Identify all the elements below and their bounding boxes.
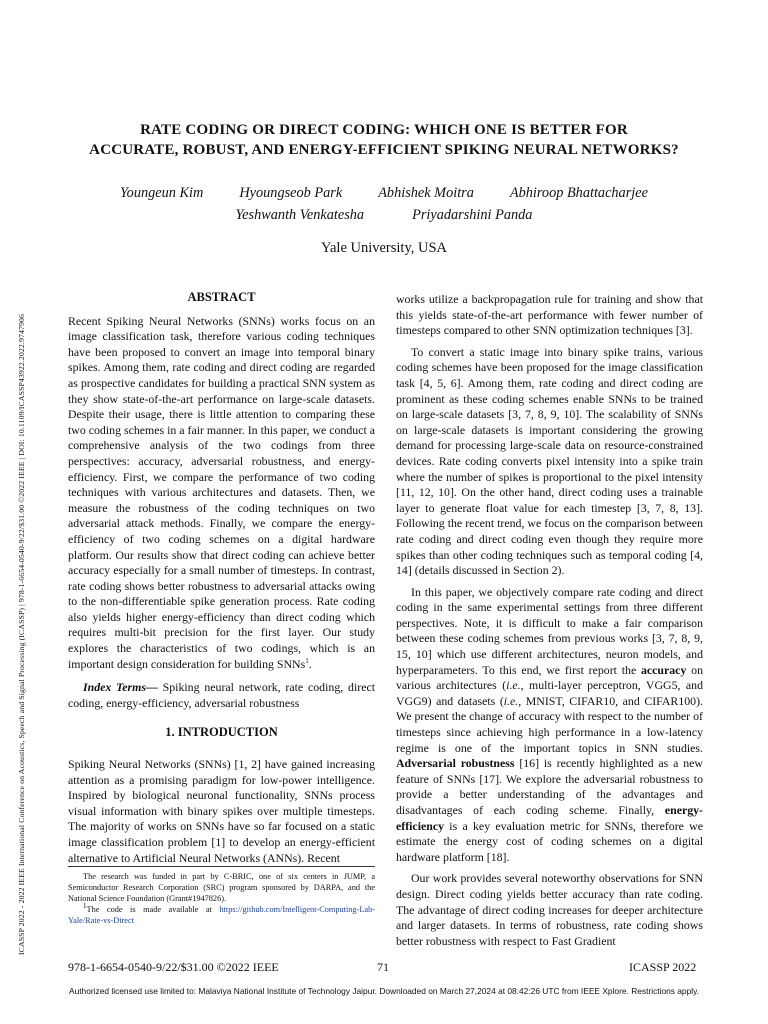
isbn-line: 978-1-6654-0540-9/22/$31.00 ©2022 IEEE xyxy=(68,960,279,974)
author: Abhishek Moitra xyxy=(378,185,474,201)
author: Abhiroop Bhattacharjee xyxy=(509,185,648,201)
author: Yeshwanth Venkatesha xyxy=(235,207,365,223)
introduction-heading: 1. INTRODUCTION xyxy=(165,725,278,740)
page-number: 71 xyxy=(377,960,389,974)
paragraph: Our work provides several noteworthy observations for SNN design. Direct coding yields better accuracy than rate coding. The advantage of direct coding increases for deeper architecture and larger datasets. In terms of robustness, rate coding shows better robustness with respect to Fast Gradient xyxy=(396,871,703,948)
title-line-1: RATE CODING OR DIRECT CODING: WHICH ONE IS BETTER FOR xyxy=(140,122,628,138)
abstract-heading: ABSTRACT xyxy=(187,290,256,304)
paragraph: works utilize a backpropagation rule for training and show that this yields state-of-the-art performance with fewer number of timesteps compared to other SNN optimization techniques [3]. xyxy=(396,292,703,338)
side-banner-text: ICASSP 2022 - 2022 IEEE International Conference on Acoustics, Speech and Signal Processing (ICASSP) | 978-1-6654-0540-9/22/$31.00 ©2022 IEEE | DOI: 10.1109/ICASSP43922.2022.9747906 xyxy=(17,314,26,955)
left-column xyxy=(68,290,375,866)
funding-footnote: The research was funded in part by C-BRIC, one of six centers in JUMP, a Semiconductor Research Corporation (SRC) program sponsored by DARPA, and the National Science Foundation (Grant#1947826). xyxy=(68,872,375,903)
code-footnote: $^1$The code is made available at https://github.com/Intelligent-Computing-Lab-Yale/Rate-vs-Direct xyxy=(68,902,375,925)
paragraph: To convert a static image into binary spike trains, various coding schemes have been proposed for the image classification task [4, 5, 6]. Among them, rate coding and direct coding are prominent as these coding schemes enable SNNs to be trained on large-scale datasets [3, 7, 8, 9, 10]. The scalability of SNNs on large-scale datasets is important considering the growing demand for processing large-scale data on resource-constrained devices. Rate coding converts pixel intensity into a spike train where the number of spikes is proportional to the pixel intensity [11, 12, 10]. On the other hand, direct coding uses a trainable layer to generate float value for each timestep [3, 7, 8, 13]. Following the recent trend, we focus on the comparison between rate coding and direct coding even though they require more spikes than other coding techniques such as temporal coding [4, 14] (details discussed in Section 2). xyxy=(396,344,703,578)
license-notice: Authorized licensed use limited to: Malaviya National Institute of Technology Jaipur. Downloaded on March 27,2024 at 08:42:26 UTC from IEEE Xplore. Restrictions apply. xyxy=(68,986,699,996)
code-link[interactable]: https://github.com/Intelligent-Computing-Lab-Yale/Rate-vs-Direct xyxy=(68,905,375,925)
venue-label: ICASSP 2022 xyxy=(629,960,697,974)
author: Youngeun Kim xyxy=(120,185,204,201)
footnotes xyxy=(68,866,375,926)
abstract-text: Recent Spiking Neural Networks (SNNs) works focus on an image classification task, therefore various coding techniques have been proposed to convert an image into temporal binary spikes. Among them, rate coding and direct coding are regarded as prospective candidates for building a practical SNN system as they show state-of-the-art performance on large-scale datasets. Despite their usage, there is little attention to comparing these two coding schemes in a fair manner. In this paper, we conduct a comprehensive analysis of the two codings from three perspectives: accuracy, adversarial robustness, and energy-efficiency. First, we compare the performance of two coding techniques with various architectures and datasets. Then, we measure the robustness of the coding techniques on two adversarial attack methods. Finally, we compare the energy-efficiency of two coding schemes on a digital hardware platform. Our results show that direct coding can achieve better accuracy especially for a small number of timesteps. In contrast, rate coding shows better robustness to adversarial attacks owing to the non-differentiable spike generation process. Rate coding also yields higher energy-efficiency than direct coding which requires multi-bit precision for the first layer. Our study explores the characteristics of two codings, which is an important design consideration for building SNNs$^1$. xyxy=(68,313,375,671)
index-terms-label: Index Terms— xyxy=(83,680,158,695)
index-terms-text: Spiking neural network, rate coding, direct coding, energy-efficiency, adversarial robustness xyxy=(68,680,376,710)
title-line-2: ACCURATE, ROBUST, AND ENERGY-EFFICIENT SPIKING NEURAL NETWORKS? xyxy=(89,142,679,158)
author: Priyadarshini Panda xyxy=(412,207,533,223)
affiliation: Yale University, USA xyxy=(320,240,448,256)
author-list xyxy=(70,182,698,226)
side-banner xyxy=(10,95,32,955)
index-terms xyxy=(68,680,375,711)
footnote-marker: 1 xyxy=(305,656,309,665)
introduction-text: Spiking Neural Networks (SNNs) [1, 2] have gained increasing attention as a promising paradigm for low-power intelligence. Inspired by biological neuronal functionality, SNNs process visual information with binary spikes over multiple timesteps. The majority of works on SNNs have so far focused on a static image classification problem [1] to develop an energy-efficient alternative to Artificial Neural Networks (ANNs). Recent xyxy=(68,757,375,865)
paragraph: In this paper, we objectively compare rate coding and direct coding in the same experimental settings from three different perspectives. Note, it is difficult to make a fair comparison between these coding schemes from previous works [3, 7, 8, 9, 15, 10] which use different architectures, neuron models, and hyperparameters. To this end, we first report the accuracy on various architectures (i.e., multi-layer perceptron, VGG5, and VGG9) and datasets (i.e., MNIST, CIFAR10, and CIFAR100). We present the change of accuracy with respect to the number of timesteps since achieving high performance in a low-latency regime is one of the important topics in SNN studies. Adversarial robustness [16] is recently highlighted as a new feature of SNNs [17]. We explore the adversarial robustness to provide a better understanding of the advantages and disadvantages of each coding scheme. Finally, energy-efficiency is a key evaluation metric for SNNs, therefore we estimate the energy cost of coding schemes on a digital hardware platform [18]. xyxy=(396,584,703,864)
paper-title xyxy=(70,120,698,160)
right-column xyxy=(396,292,703,949)
author: Hyoungseob Park xyxy=(239,185,343,201)
